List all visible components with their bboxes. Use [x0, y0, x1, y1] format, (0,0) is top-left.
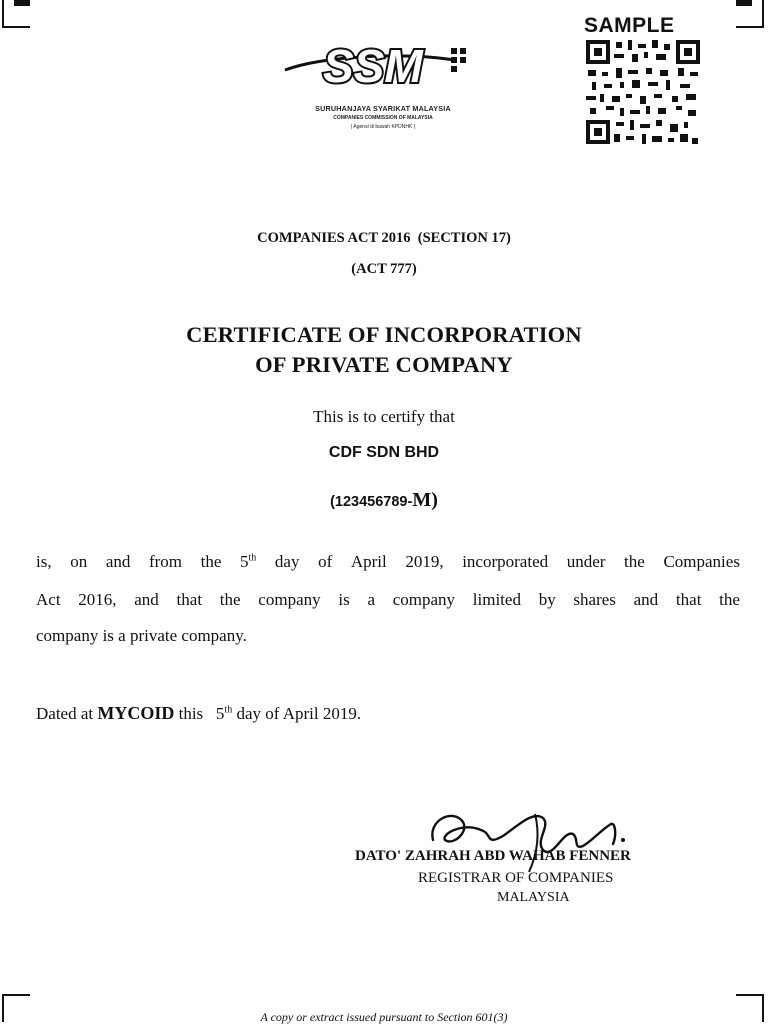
body-word: incorporated [462, 552, 549, 571]
body-word: and [105, 552, 131, 571]
registrar-country: MALAYSIA [497, 890, 570, 905]
certify-text: This is to certify that [313, 407, 455, 426]
dated-rest: day of April 2019. [236, 704, 362, 723]
corner-mark-top-right [736, 0, 764, 28]
act-number: (ACT 777) [351, 261, 417, 277]
body-word: 2019, [405, 552, 444, 571]
body-word: Companies [663, 552, 740, 571]
body-word: the [719, 590, 740, 609]
registrar-name: DATO' ZAHRAH ABD WAHAB FENNER [355, 848, 631, 864]
dated-day: 5th [215, 704, 233, 723]
body-word: April [350, 552, 387, 571]
company-name: CDF SDN BHD [328, 444, 440, 461]
registrar-title: REGISTRAR OF COMPANIES [418, 870, 614, 886]
dated-this: this [178, 704, 204, 723]
ssm-logo-mark [283, 38, 483, 104]
body-word: 5th [240, 552, 257, 571]
registration-number-digits: (123456789- [330, 494, 413, 510]
registrar-signature [423, 800, 641, 880]
body-line-1 [36, 552, 740, 572]
corner-mark-top-left [2, 0, 30, 28]
body-word: on [70, 552, 88, 571]
body-word: of [318, 552, 333, 571]
logo-agency-note: ( Agensi di bawah KPDNHK ) [350, 124, 416, 130]
dated-line [36, 703, 361, 724]
logo-name: SURUHANJAYA SYARIKAT MALAYSIA [315, 104, 451, 113]
dated-prefix: Dated at [36, 704, 94, 723]
act-heading: COMPANIES ACT 2016 (SECTION 17) [257, 230, 511, 246]
body-line-2 [36, 590, 740, 610]
body-word: company [392, 590, 456, 609]
ssm-logo [283, 38, 483, 138]
body-word: is, [36, 552, 52, 571]
body-word: under [566, 552, 606, 571]
sample-watermark: SAMPLE [584, 14, 675, 37]
body-word: day [274, 552, 300, 571]
body-word: Act [36, 590, 61, 609]
registration-number [0, 489, 768, 512]
ssm-logo-letters: SSM [323, 40, 423, 92]
registration-number-suffix: M) [412, 489, 438, 511]
body-word: the [624, 552, 645, 571]
footer-note: A copy or extract issued pursuant to Section 601(3) [260, 1010, 508, 1024]
qr-code-icon [584, 38, 702, 146]
body-word: by [538, 590, 556, 609]
body-word: the [219, 590, 241, 609]
logo-name-english: COMPANIES COMMISSION OF MALAYSIA [333, 115, 433, 121]
body-word: from [148, 552, 183, 571]
certificate-title-line2: OF PRIVATE COMPANY [255, 352, 513, 377]
dated-place: MYCOID [97, 703, 175, 723]
body-word: limited [472, 590, 521, 609]
body-word: that [675, 590, 702, 609]
body-word: shares [573, 590, 616, 609]
body-word: 2016, [78, 590, 117, 609]
body-word: a [367, 590, 375, 609]
body-word: is [338, 590, 350, 609]
body-word: the [200, 552, 222, 571]
body-word: and [633, 590, 659, 609]
body-line-3: company is a private company. [36, 626, 247, 645]
body-word: that [176, 590, 203, 609]
body-word: company [258, 590, 321, 609]
body-word: and [134, 590, 159, 609]
certificate-title-line1: CERTIFICATE OF INCORPORATION [186, 322, 582, 347]
